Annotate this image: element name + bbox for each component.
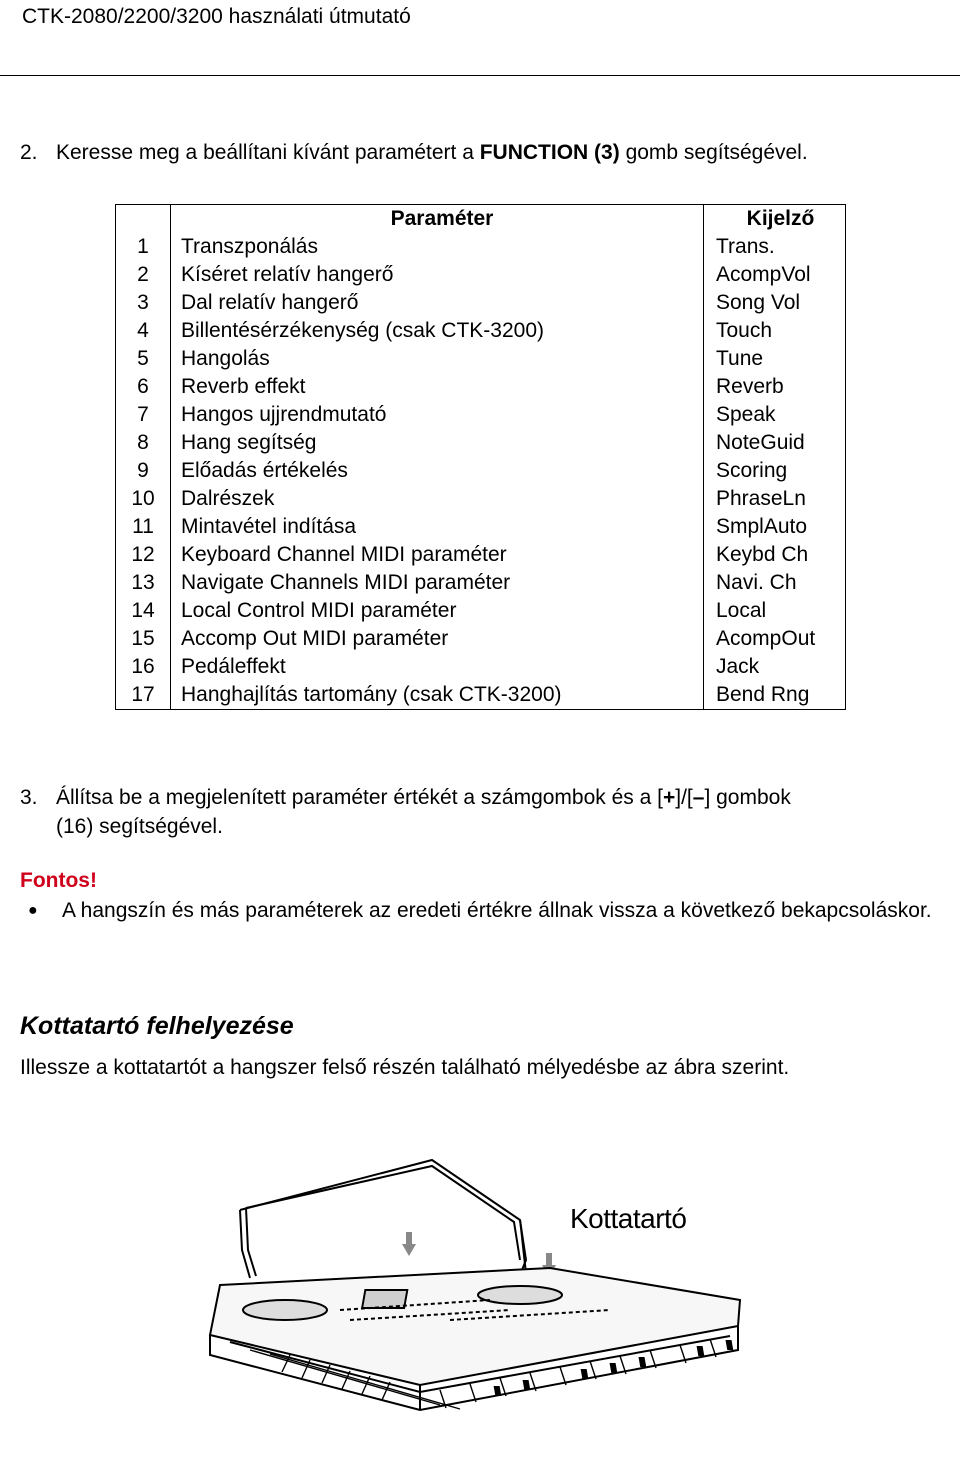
table-row: [116, 541, 846, 569]
table-row: [116, 429, 846, 457]
table-cell-display: Navi. Ch: [704, 569, 846, 597]
table-body: [116, 233, 846, 710]
table-cell-number: 3: [116, 289, 171, 317]
table-cell-display: SmplAuto: [704, 513, 846, 541]
table-cell-display: PhraseLn: [704, 485, 846, 513]
table-row: [116, 625, 846, 653]
table-cell-number: 13: [116, 569, 171, 597]
table-cell-parameter: Reverb effekt: [171, 373, 704, 401]
table-cell-display: AcompOut: [704, 625, 846, 653]
step-3-line-1: [20, 783, 942, 812]
table-row: [116, 653, 846, 681]
table-cell-parameter: Billentésérzékenység (csak CTK-3200): [171, 317, 704, 345]
table-cell-number: 6: [116, 373, 171, 401]
step-2: [20, 138, 808, 167]
table-cell-display: Local: [704, 597, 846, 625]
document-header-title: CTK-2080/2200/3200 használati útmutató: [22, 5, 411, 28]
table-cell-display: NoteGuid: [704, 429, 846, 457]
table-cell-number: 1: [116, 233, 171, 261]
step-3-minus: –: [692, 786, 705, 809]
table-cell-number: 4: [116, 317, 171, 345]
important-bullet-text: A hangszín és más paraméterek az eredeti értékre állnak vissza a következő bekapcsoláskor.: [62, 899, 932, 922]
table-cell-number: 9: [116, 457, 171, 485]
table-cell-number: 8: [116, 429, 171, 457]
step-3: [20, 783, 942, 841]
table-cell-display: Speak: [704, 401, 846, 429]
step-2-text-after: gomb segítségével.: [619, 141, 808, 164]
table-cell-parameter: Keyboard Channel MIDI paraméter: [171, 541, 704, 569]
table-row: [116, 317, 846, 345]
step-3-text-before: Állítsa be a megjelenített paraméter értékét a számgombok és a [: [56, 786, 663, 809]
table-cell-number: 7: [116, 401, 171, 429]
keyboard-icon: [210, 1268, 740, 1410]
table-row: [116, 261, 846, 289]
table-row: [116, 401, 846, 429]
table-cell-number: 5: [116, 345, 171, 373]
table-row: [116, 345, 846, 373]
table-cell-parameter: Kíséret relatív hangerő: [171, 261, 704, 289]
table-header-number: [116, 205, 171, 234]
table-cell-number: 17: [116, 681, 171, 710]
parameter-table: [115, 204, 846, 710]
table-cell-display: Trans.: [704, 233, 846, 261]
table-cell-display: Keybd Ch: [704, 541, 846, 569]
table-cell-display: Scoring: [704, 457, 846, 485]
table-cell-number: 2: [116, 261, 171, 289]
music-stand-illustration: [190, 1150, 750, 1465]
section-text: Illessze a kottatartót a hangszer felső részén található mélyedésbe az ábra szerint.: [20, 1056, 790, 1079]
table-row: [116, 513, 846, 541]
step-3-text-after: ] gombok: [704, 786, 791, 809]
table-cell-display: Song Vol: [704, 289, 846, 317]
step-2-number: 2.: [20, 141, 38, 164]
step-2-text-bold: FUNCTION (3): [479, 141, 620, 164]
table-cell-parameter: Mintavétel indítása: [171, 513, 704, 541]
table-cell-parameter: Accomp Out MIDI paraméter: [171, 625, 704, 653]
step-2-text-before: Keresse meg a beállítani kívánt paramétert a: [56, 141, 480, 164]
table-header-row: [116, 205, 846, 234]
table-cell-parameter: Hangos ujjrendmutató: [171, 401, 704, 429]
table-row: [116, 457, 846, 485]
section-title: Kottatartó felhelyezése: [20, 1012, 294, 1040]
table-cell-parameter: Local Control MIDI paraméter: [171, 597, 704, 625]
table-header-parameter: Paraméter: [171, 205, 704, 234]
table-row: [116, 485, 846, 513]
table-cell-number: 10: [116, 485, 171, 513]
step-3-text-mid: ]/[: [675, 786, 693, 809]
table-cell-parameter: Hangolás: [171, 345, 704, 373]
table-cell-number: 14: [116, 597, 171, 625]
bullet-dot-icon: ●: [28, 902, 38, 919]
table-cell-display: Tune: [704, 345, 846, 373]
table-cell-parameter: Pedáleffekt: [171, 653, 704, 681]
table-cell-parameter: Dalrészek: [171, 485, 704, 513]
header-divider: [0, 75, 960, 76]
figure-label-kottatarto: Kottatartó: [570, 1203, 687, 1234]
table-row: [116, 233, 846, 261]
table-row: [116, 373, 846, 401]
table-cell-display: Touch: [704, 317, 846, 345]
table-cell-number: 12: [116, 541, 171, 569]
table-header-display: Kijelző: [704, 205, 846, 234]
table-row: [116, 569, 846, 597]
table-cell-display: Bend Rng: [704, 681, 846, 710]
table-cell-parameter: Transzponálás: [171, 233, 704, 261]
table-cell-number: 16: [116, 653, 171, 681]
table-row: [116, 289, 846, 317]
table-row: [116, 597, 846, 625]
table-cell-number: 15: [116, 625, 171, 653]
table-cell-display: Jack: [704, 653, 846, 681]
table-cell-parameter: Dal relatív hangerő: [171, 289, 704, 317]
table-cell-parameter: Hang segítség: [171, 429, 704, 457]
step-3-plus: +: [662, 786, 676, 809]
step-3-line-2: (16) segítségével.: [56, 815, 223, 838]
table-row: [116, 681, 846, 710]
table-cell-number: 11: [116, 513, 171, 541]
important-bullet: [20, 896, 942, 925]
step-3-number: 3.: [20, 786, 38, 809]
table-cell-display: Reverb: [704, 373, 846, 401]
important-label: Fontos!: [20, 869, 97, 892]
table-cell-parameter: Navigate Channels MIDI paraméter: [171, 569, 704, 597]
table-cell-display: AcompVol: [704, 261, 846, 289]
table-cell-parameter: Előadás értékelés: [171, 457, 704, 485]
table-cell-parameter: Hanghajlítás tartomány (csak CTK-3200): [171, 681, 704, 710]
